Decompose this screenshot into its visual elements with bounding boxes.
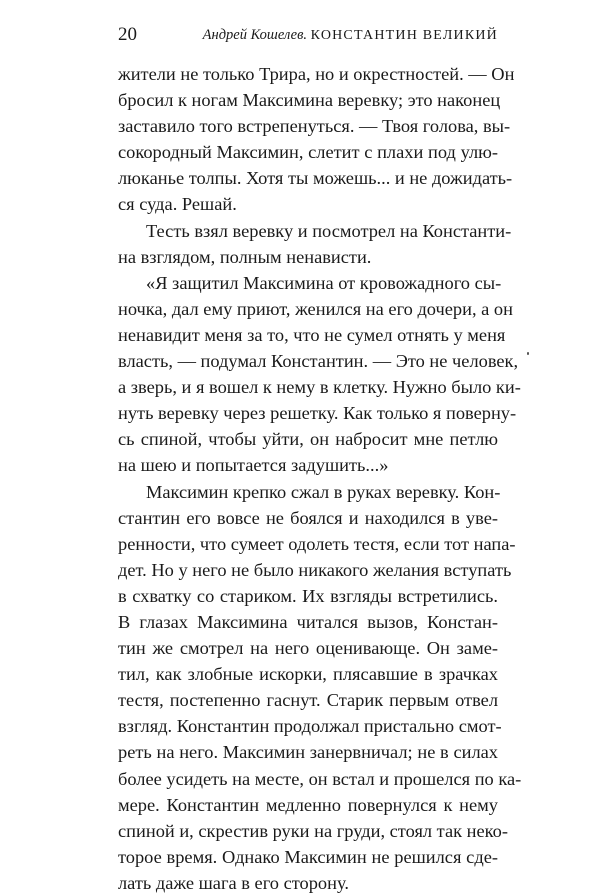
text-line: Тесть взял веревку и посмотрел на Константи- bbox=[146, 220, 512, 241]
text-line: люканье толпы. Хотя ты можешь... и не дожидать- bbox=[118, 168, 513, 189]
text-line: жители не только Трира, но и окрестностей. — Он bbox=[118, 64, 515, 84]
text-line: на взглядом, полным ненависти. bbox=[118, 246, 372, 267]
text-line: мере. Константин медленно повернулся к нему bbox=[118, 794, 498, 815]
text-line: власть, — подумал Константин. — Это не человек, bbox=[118, 351, 519, 372]
text-line: «Я защитил Максимина от кровожадного сы- bbox=[146, 272, 502, 293]
text-line: сь спиной, чтобы уйти, он набросит мне петлю bbox=[118, 429, 498, 450]
text-line: заставило того встрепенуться. — Твоя голова, вы- bbox=[118, 116, 511, 137]
text-line: лать даже шага в его сторону. bbox=[118, 872, 349, 893]
text-line: тил, как злобные искорки, плясавшие в зрачках bbox=[118, 664, 498, 685]
text-line: на шею и попытается задушить...» bbox=[118, 455, 389, 476]
text-line: нуть веревку через решетку. Как только я поверну- bbox=[118, 403, 517, 424]
text-line: торое время. Однако Максимин не решился сде- bbox=[118, 846, 498, 867]
text-line: ненавидит меня за то, что не сумел отнять у меня bbox=[118, 324, 506, 345]
page-header bbox=[118, 22, 498, 48]
text-line: взгляд. Константин продолжал пристально смот- bbox=[118, 716, 502, 737]
text-line: бросил к ногам Максимина веревку; это наконец bbox=[118, 90, 501, 111]
text-line: стантин его вовсе не боялся и находился в уве- bbox=[118, 507, 498, 528]
page-number: 20 bbox=[118, 24, 137, 45]
running-head bbox=[203, 27, 498, 44]
body-text bbox=[118, 61, 522, 896]
text-line: сокородный Максимин, слетит с плахи под улю- bbox=[118, 142, 498, 163]
text-line: спиной и, скрестив руки на груди, стоял так неко- bbox=[118, 820, 508, 841]
text-line: в схватку со стариком. Их взгляды встретились. bbox=[118, 585, 498, 606]
text-line: дет. Но у него не было никакого желания вступать bbox=[118, 559, 512, 580]
running-head-author: Андрей Кошелев. bbox=[202, 27, 307, 43]
text-line: ренности, что сумеет одолеть тестя, если тот напа- bbox=[118, 533, 516, 554]
text-line: Максимин крепко сжал в руках веревку. Кон- bbox=[146, 481, 501, 502]
text-line: ся суда. Решай. bbox=[118, 194, 237, 215]
text-line: тестя, постепенно гаснут. Старик первым отвел bbox=[118, 690, 498, 711]
scan-speck bbox=[527, 352, 529, 355]
text-line: более усидеть на месте, он встал и прошелся по ка- bbox=[118, 768, 522, 789]
text-line: В глазах Максимина читался вызов, Констан- bbox=[118, 611, 498, 632]
running-head-title: КОНСТАНТИН ВЕЛИКИЙ bbox=[310, 28, 498, 43]
text-line: ночка, дал ему приют, женился на его дочери, а он bbox=[118, 298, 513, 319]
text-line: а зверь, и я вошел к нему в клетку. Нужно было ки- bbox=[118, 377, 521, 398]
text-line: реть на него. Максимин занервничал; не в силах bbox=[118, 742, 498, 763]
text-line: тин же смотрел на него оценивающе. Он заме- bbox=[118, 638, 498, 659]
